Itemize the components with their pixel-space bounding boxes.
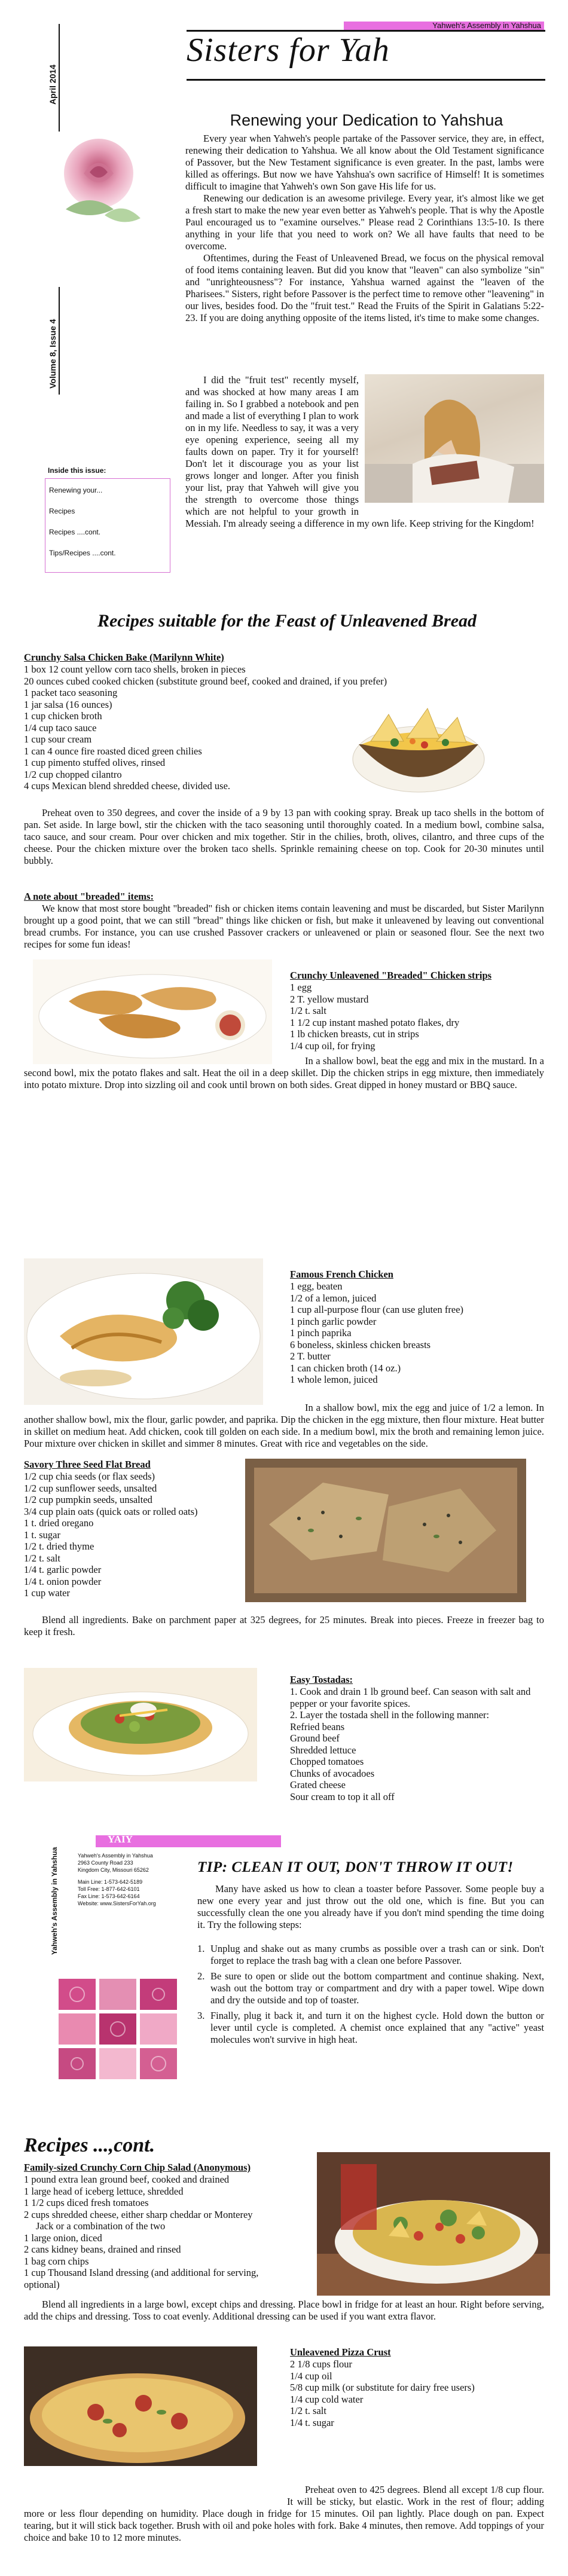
address-line [78,1874,185,1878]
taco-salad-photo [317,2152,550,2296]
address-line: 2963 County Road 233 [78,1860,133,1866]
mailing-vertical-org: Yahweh's Assembly in Yahshua [50,1847,59,1955]
recipes-banner: Recipes suitable for the Feast of Unleavened Bread [97,611,477,631]
chicken-strips-photo [33,959,272,1064]
tostada-layer: Refried beans [290,1721,345,1732]
recipe-title: Unleavened Pizza Crust [290,2346,391,2358]
ingredient: 1 pinch paprika [290,1327,352,1339]
ingredient: 1 whole lemon, juiced [290,1374,378,1385]
ingredient: 1/2 of a lemon, juiced [290,1292,377,1304]
ingredient: 1 packet taco seasoning [24,687,118,698]
ingredient-list [290,1686,541,1802]
inside-item-3[interactable]: Recipes ....cont. [49,528,101,536]
article-body-wrap [185,374,544,530]
ingredient: 1/2 cup sunflower seeds, unsalted [24,1482,157,1494]
inside-item-4[interactable]: Tips/Recipes ....cont. [49,549,116,557]
ingredient: 1 cup Thousand Island dressing (and additional for serving, optional) [24,2267,259,2290]
ingredient: Jack or a combination of the two [36,2220,166,2232]
ingredient: 1 large onion, diced [24,2232,102,2244]
ingredient: 1 pound extra lean ground beef, cooked and drained [24,2174,230,2185]
note-text: We know that most store bought "breaded" fish or chicken items contain leavening and must be discarded, but Sister Marilynn brought up a good point, that we can still "bread" things like chicken or fish, but make it unleavened by leaving out conventional bread crumbs. For instance, you can use crushed Passover crackers or unleavened or plain or seasoned flour. See the next two recipes for some fun ideas! [24,903,544,950]
address-line: Toll Free: 1-877-642-6101 [78,1886,140,1892]
inside-item-1[interactable]: Renewing your... [49,486,103,494]
recipe-directions: In a shallow bowl, mix the egg and juice of 1/2 a lemon. In another shallow bowl, mix the flour, garlic powder, and paprika. Dip the chicken in the egg mixture, then flour mixture. Heat butter in skillet on medium heat. Add chicken, cook till golden on each side. In a medium bowl, mix the broth and remaining lemon juice. Pour mixture over chicken in skillet and simmer 8 minutes. Great with rice and vegetables on the side. [24,1402,544,1449]
tip-title: TIP: CLEAN IT OUT, DON'T THROW IT OUT! [197,1859,514,1875]
ingredient: 1 t. sugar [24,1529,60,1541]
ingredient: 1/4 t. sugar [290,2416,334,2428]
ingredient: 1 lb chicken breasts, cut in strips [290,1028,419,1040]
tip-step: 3. Finally, plug it back it, and turn it on the highest cycle. Hold down the button or lever until cycle is completed. A chemist once explained that any "active" yeast molecules won't survive in high heat. [197,2010,544,2045]
rose-icon [48,126,149,239]
ingredient: 1 bag corn chips [24,2255,89,2267]
address-line: Yahweh's Assembly in Yahshua [78,1853,153,1859]
ingredient: 1/4 cup oil, for frying [290,1040,375,1052]
sidebar-vertical-rule-2 [59,287,60,395]
org-tag: Yahweh's Assembly in Yahshua [432,21,541,30]
ingredient: 1 can chicken broth (14 oz.) [290,1362,401,1374]
ingredient: 1 cup water [24,1587,70,1599]
ingredient: 3/4 cup plain oats (quick oats or rolled oats) [24,1505,198,1517]
tostada-layer: Chopped tomatoes [290,1756,364,1767]
recipe-directions: Preheat oven to 425 degrees. Blend all except 1/8 cup flour. It will be sticky, but elastic. Work in the rest of flour; adding more or less flour depending on humidity. Place dough in fridge for 15 minutes. Oil pan lightly. Place dough on pan. Expect tearing, but it will stick back together. Brush with oil and poke holes with fork. Bake 4 minutes, then remove. Add toppings of your choice and bake 10 to 12 more minutes. [24,2484,544,2543]
tostada-layer: Shredded lettuce [290,1744,356,1756]
inside-title: Inside this issue: [48,466,106,475]
ingredient-list [24,1471,245,1599]
newsletter-title: Sisters for Yah [187,32,390,69]
ingredient: 1 egg, beaten [290,1281,343,1292]
ingredient: 1/2 t. salt [290,1005,326,1016]
logo: YAIY [108,1834,133,1845]
article-title: Renewing your Dedication to Yahshua [230,111,503,129]
sidebar-vertical-rule [59,24,60,132]
french-chicken-photo [24,1258,263,1405]
ingredient: 1 1/2 cups diced fresh tomatoes [24,2197,149,2208]
recipe-title: Crunchy Salsa Chicken Bake (Marilynn White) [24,652,224,663]
ingredient: 1 t. dried oregano [24,1517,94,1529]
ingredient: 5/8 cup milk (or substitute for dairy free users) [290,2382,475,2393]
mailing-address [78,1852,185,1907]
ingredient: 1/4 cup taco sauce [24,722,97,734]
recipes-cont-banner: Recipes ...,cont. [24,2134,155,2156]
reading-woman-photo [365,374,544,503]
ingredient: 1 pinch garlic powder [290,1315,377,1327]
ingredient: 1/4 cup cold water [290,2393,364,2405]
ingredient: 1/2 t. salt [24,1552,60,1564]
recipe-title: Savory Three Seed Flat Bread [24,1459,151,1470]
flat-bread-photo [245,1459,526,1602]
ingredient: 1 box 12 count yellow corn taco shells, broken in pieces [24,664,246,675]
recipe-title: Crunchy Unleavened "Breaded" Chicken strips [290,970,492,981]
roses-collage [59,1979,178,2080]
ingredient: 2 cans kidney beans, drained and rinsed [24,2244,181,2255]
ingredient: 1 1/2 cup instant mashed potato flakes, dry [290,1016,460,1028]
recipe-title: Family-sized Crunchy Corn Chip Salad (Anonymous) [24,2162,251,2173]
ingredient: 1/2 cup chia seeds (or flax seeds) [24,1471,155,1482]
ingredient-list [24,2174,287,2290]
ingredient: 2 cups shredded cheese, either sharp cheddar or Monterey [24,2208,253,2220]
inside-item-2[interactable]: Recipes [49,507,75,515]
ingredient: 1/4 cup oil [290,2370,332,2382]
ingredient: 1 cup all-purpose flour (can use gluten free) [290,1304,464,1315]
recipe-title: Famous French Chicken [290,1269,393,1280]
tostada-layer: Grated cheese [290,1779,346,1790]
recipe-title: Easy Tostadas: [290,1674,353,1685]
pizza-photo [24,2346,257,2466]
tip-intro: Many have asked us how to clean a toaster before Passover. Some people buy a new one every year and just throw out the old one, which is fine. But you can successfully clean the one you already have if you don't mind spending the time doing it. Try the following steps: [197,1883,544,1930]
tostada-layer: Chunks of avocadoes [290,1767,375,1779]
article-body [185,133,544,324]
issue-date: April 2014 [48,65,57,105]
ingredient-list [290,982,547,1052]
ingredient: 1 egg [290,982,312,993]
recipe-directions: Blend all ingredients. Bake on parchment paper at 325 degrees, for 25 minutes. Break into pieces. Freeze in freezer bag to keep it fresh. [24,1614,544,1637]
tostada-step: 2. Layer the tostada shell in the following manner: [290,1709,490,1721]
ingredient: 1/2 t. dried thyme [24,1541,94,1552]
ingredient: 6 boneless, skinless chicken breasts [290,1339,431,1350]
tostada-layer: Sour cream to top it all off [290,1790,395,1802]
ingredient: 1/2 cup pumpkin seeds, unsalted [24,1494,152,1505]
ingredient: 2 T. butter [290,1350,331,1362]
address-line: Kingdom City, Missouri 65262 [78,1867,149,1873]
ingredient: 1 jar salsa (16 ounces) [24,698,112,710]
article-paragraph: Renewing our dedication is an awesome privilege. Every year, it's almost like we get a fresh start to make the new year even better as Yahweh's people. That is why the Apostle Paul encouraged us to "examine ourselves." Please read 2 Corinthians 13:5-10. Is there anything in your life that you need to work on? We all have faults that need to be overcome. [185,192,544,252]
recipe-directions-wrap [24,1055,544,1091]
address-line[interactable]: Website: www.SistersForYah.org [78,1900,156,1906]
recipe-directions: In a shallow bowl, beat the egg and mix in the mustard. In a second bowl, mix the potato flakes and salt. Heat the oil in a deep skillet. Dip the chicken strips in egg mixture, then immediately into potato mixture. Drop into sizzling oil and cook until brown on both sides. Great dipped in honey mustard or BBQ sauce. [24,1055,544,1090]
ingredient: 2 T. yellow mustard [290,993,369,1005]
tip-steps [197,1943,544,2046]
recipe-directions: Blend all ingredients in a large bowl, except chips and dressing. Place bowl in fridge for at least an hour. Right before serving, add the chips and dressing. Toss to coat evenly. Additional dressing can be used if you want extra flavor. [24,2299,544,2322]
ingredient: 4 cups Mexican blend shredded cheese, divided use. [24,780,231,792]
ingredient: 1/4 t. garlic powder [24,1564,102,1575]
ingredient: 1 cup chicken broth [24,710,102,722]
ingredient: 1 cup pimento stuffed olives, rinsed [24,757,166,768]
ingredient: 1 can 4 ounce fire roasted diced green chilies [24,745,202,757]
ingredient: 20 ounces cubed cooked chicken (substitute ground beef, cooked and drained, if you prefer) [24,675,387,687]
article-paragraph: I did the "fruit test" recently myself, and was shocked at how many areas I am failing in. So I grabbed a notebook and pen and made a list of everything I plan to work on in my life. Needless to say, it was a very eye opening experience, seeing all my faults down on paper. Try it for yourself! Don't let it discourage you as your list grows longer and longer. After you finish your list, pray that Yahweh will give you the strength to overcome those things which are not helpful to your growth in Messiah. I'm already seeing a difference in my own life. Keep striving for the Kingdom! [185,374,535,529]
tip-step: 1. Unplug and shake out as many crumbs as possible over a trash can or sink. Don't forget to replace the trash bag with a clean one before Passover. [197,1943,544,1966]
article-paragraph: Every year when Yahweh's people partake of the Passover service, they are, in effect, renewing their dedication to Yahshua. We all know about the Old Testament significance of Passover, but the New Testament significance is even greater. In the past, lambs were killed as offerings. But now we have Yahshua's own sacrifice of Himself! It is sometimes difficult to imagine that Yahweh's own Son gave His life for us. [185,133,544,192]
ingredient: 1/4 t. onion powder [24,1575,102,1587]
tostada-step: 1. Cook and drain 1 lb ground beef. Can season with salt and pepper or your favorite spices. [290,1686,531,1709]
address-line: Main Line: 1-573-642-5189 [78,1879,143,1885]
ingredient: 1 large head of iceberg lettuce, shredded [24,2185,184,2197]
tostada-layer: Ground beef [290,1732,340,1744]
taco-bowl-image [347,687,490,801]
ingredient: 2 1/8 cups flour [290,2358,353,2370]
tip-step: 2. Be sure to open or slide out the bottom compartment and continue shaking. Next, wash out the bottom tray or compartment and dry with a paper towel. Wipe down and dry the outside and top of toaster. [197,1970,544,2006]
ingredient-list [290,1281,547,1386]
address-line: Fax Line: 1-573-642-6164 [78,1893,140,1899]
ingredient: 1/2 cup chopped cilantro [24,768,122,780]
ingredient-list [290,2358,547,2428]
ingredient: 1 cup sour cream [24,734,92,745]
recipe-directions-wrap [24,1402,544,1450]
note-title: A note about "breaded" items: [24,891,154,902]
header-rule-bottom [187,79,545,81]
tostada-photo [24,1668,257,1781]
recipe-directions-wrap [24,2484,544,2544]
ingredient: 1/2 t. salt [290,2405,326,2416]
recipe-directions: Preheat oven to 350 degrees, and cover the inside of a 9 by 13 pan with cooking spray. Break up taco shells in the bottom of pan. Set aside. In large bowl, stir the chicken with the taco seasoning until thoroughly coated. In a medium bowl, combine salsa, taco sauce, and sour cream. Pour over chicken and mix together. Stir in the chilies, broth, olives, cilantro, and three cups of the cheese. Pour the chicken mixture over the broken taco shells. Sprinkle remaining cheese on top. Cook for 20-30 minutes until bubbly. [24,807,544,866]
article-paragraph: Oftentimes, during the Feast of Unleavened Bread, we focus on the physical removal of food items containing leaven. But did you know that "leaven" can also symbolize "sin" and "unrighteousness"? For instance, Yahshua warned against the "leaven of the Pharisees." Sisters, right before Passover is the perfect time to remove other "leavening" in our lives, besides food. Do the "fruit test." Read the Fruits of the Spirit in Galatians 5:22-23. If you are doing anything opposite of the items listed, it's time to make some changes. [185,252,544,323]
issue-volume: Volume 8, Issue 4 [48,319,57,389]
